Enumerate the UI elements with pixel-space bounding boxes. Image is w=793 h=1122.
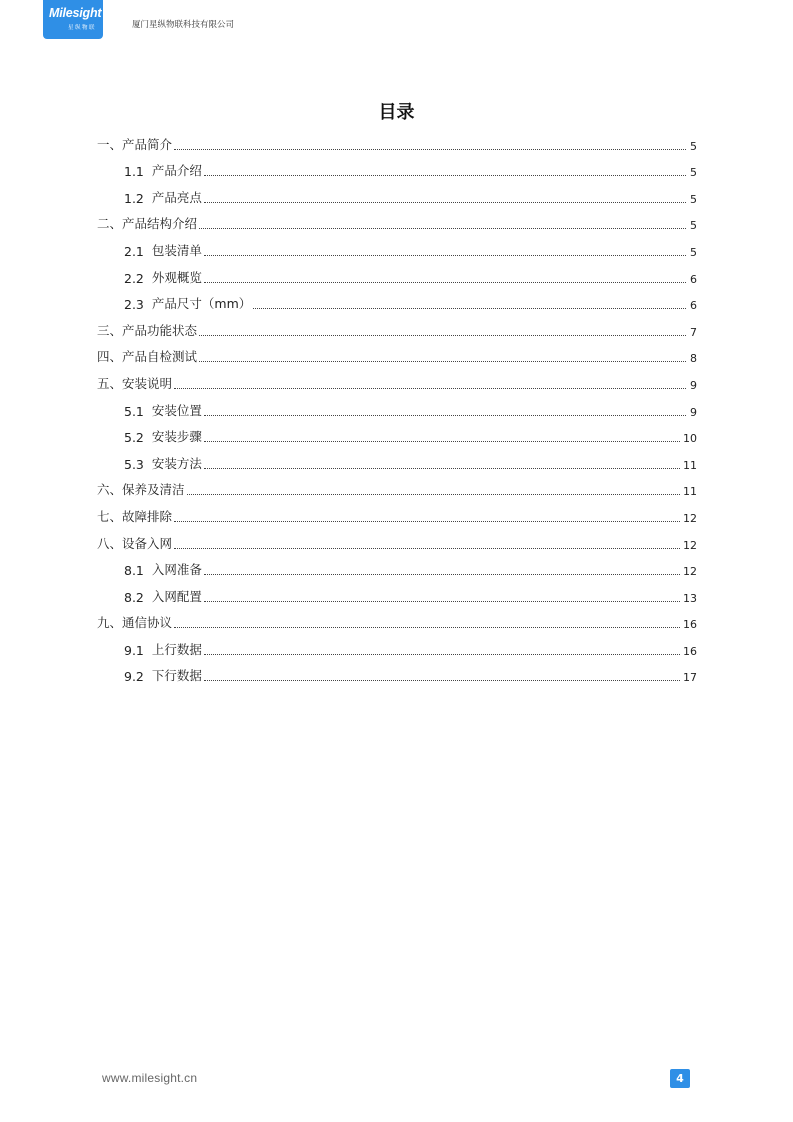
toc-subentry[interactable] xyxy=(97,153,697,180)
logo-text: Milesight xyxy=(49,6,102,20)
toc-entry-page: 5 xyxy=(690,139,697,153)
toc-dot-leader xyxy=(199,335,686,336)
toc-entry-number: 1.2 xyxy=(124,190,144,206)
toc-entry-page: 11 xyxy=(683,485,697,499)
toc-entry-label: 保养及清洁 xyxy=(122,482,185,498)
toc-dot-leader xyxy=(174,149,686,150)
toc-entry-number: 2.3 xyxy=(124,297,144,313)
toc-dot-leader xyxy=(174,521,680,522)
toc-entry-number: 二、 xyxy=(97,216,123,232)
toc-dot-leader xyxy=(204,574,680,575)
toc-entry-label: 通信协议 xyxy=(122,615,173,631)
toc-entry-number: 六、 xyxy=(97,482,123,498)
toc-entry-page: 12 xyxy=(683,565,697,579)
toc-entry-label: 入网准备 xyxy=(151,562,202,578)
toc-entry-label: 产品功能状态 xyxy=(122,322,198,338)
toc-entry-number: 8.2 xyxy=(124,589,144,605)
toc-subentry[interactable] xyxy=(97,419,697,446)
toc-entry-page: 17 xyxy=(683,671,697,685)
toc-entry-label: 下行数据 xyxy=(151,668,202,684)
toc-entry-label: 安装位置 xyxy=(151,402,202,418)
toc-entry-page: 9 xyxy=(690,405,697,419)
toc-entry-page: 5 xyxy=(690,245,697,259)
toc-subentry[interactable] xyxy=(97,259,697,286)
toc-dot-leader xyxy=(204,202,686,203)
toc-entry-label: 产品简介 xyxy=(122,136,173,152)
toc-subentry[interactable] xyxy=(97,445,697,472)
toc-entry-number: 一、 xyxy=(97,136,123,152)
toc-dot-leader xyxy=(204,654,680,655)
toc-subentry[interactable] xyxy=(97,179,697,206)
toc-entry-number: 5.2 xyxy=(124,430,144,446)
toc-entry-page: 8 xyxy=(690,352,697,366)
toc-entry-page: 5 xyxy=(690,219,697,233)
toc-dot-leader xyxy=(204,282,686,283)
toc-entry-page: 11 xyxy=(683,458,697,472)
toc-entry-number: 五、 xyxy=(97,375,123,391)
toc-entry[interactable] xyxy=(97,365,697,392)
toc-entry-number: 2.1 xyxy=(124,243,144,259)
toc-entry[interactable] xyxy=(97,312,697,339)
toc-entry-page: 6 xyxy=(690,272,697,286)
toc-dot-leader xyxy=(199,228,686,229)
toc-dot-leader xyxy=(174,627,680,628)
logo-subtext: 星纵物联 xyxy=(67,25,96,31)
toc-entry-page: 5 xyxy=(690,166,697,180)
toc-entry-page: 7 xyxy=(690,325,697,339)
toc-dot-leader xyxy=(174,388,686,389)
footer-url[interactable]: www.milesight.cn xyxy=(102,1071,198,1085)
toc-entry-label: 安装方法 xyxy=(151,455,202,471)
toc-subentry[interactable] xyxy=(97,232,697,259)
toc-dot-leader xyxy=(204,680,680,681)
toc-entry[interactable] xyxy=(97,126,697,153)
toc-entry[interactable] xyxy=(97,206,697,233)
toc-entry-number: 四、 xyxy=(97,349,123,365)
toc-dot-leader xyxy=(204,255,686,256)
toc-dot-leader xyxy=(187,494,680,495)
toc-entry-page: 10 xyxy=(683,432,697,446)
toc-entry-number: 5.3 xyxy=(124,456,144,472)
toc-entry-number: 5.1 xyxy=(124,403,144,419)
toc-dot-leader xyxy=(199,361,686,362)
toc-entry-number: 2.2 xyxy=(124,270,144,286)
toc-entry-number: 八、 xyxy=(97,535,123,551)
toc-entry-label: 产品自检测试 xyxy=(122,349,198,365)
toc-entry[interactable] xyxy=(97,498,697,525)
toc-dot-leader xyxy=(253,308,686,309)
toc-dot-leader xyxy=(204,441,680,442)
toc-entry[interactable] xyxy=(97,472,697,499)
toc-entry-label: 设备入网 xyxy=(122,535,173,551)
toc-entry[interactable] xyxy=(97,339,697,366)
toc-dot-leader xyxy=(174,548,680,549)
toc-entry-label: 入网配置 xyxy=(151,588,202,604)
toc-subentry[interactable] xyxy=(97,631,697,658)
toc-entry-page: 13 xyxy=(683,591,697,605)
toc-entry-label: 产品介绍 xyxy=(151,163,202,179)
toc-entry-label: 安装说明 xyxy=(122,375,173,391)
toc-entry-label: 产品尺寸（mm） xyxy=(151,296,252,312)
toc-entry-number: 1.1 xyxy=(124,164,144,180)
toc-entry-label: 包装清单 xyxy=(151,242,202,258)
toc-entry-label: 外观概览 xyxy=(151,269,202,285)
toc-entry-label: 产品亮点 xyxy=(151,189,202,205)
toc-entry-label: 产品结构介绍 xyxy=(122,216,198,232)
toc-entry[interactable] xyxy=(97,605,697,632)
toc-title: 目录 xyxy=(378,102,415,123)
toc-entry-label: 上行数据 xyxy=(151,641,202,657)
toc-entry-number: 9.2 xyxy=(124,669,144,685)
toc-entry-page: 16 xyxy=(683,618,697,632)
toc-entry-number: 三、 xyxy=(97,322,123,338)
toc-subentry[interactable] xyxy=(97,392,697,419)
toc-entry-number: 九、 xyxy=(97,615,123,631)
toc-subentry[interactable] xyxy=(97,578,697,605)
toc-entry-page: 16 xyxy=(683,644,697,658)
toc-entry-number: 8.1 xyxy=(124,563,144,579)
toc-dot-leader xyxy=(204,468,680,469)
toc-entry-page: 5 xyxy=(690,192,697,206)
milesight-logo xyxy=(43,0,103,39)
toc-entry-page: 9 xyxy=(690,378,697,392)
page-number-badge: 4 xyxy=(670,1069,690,1088)
toc-subentry[interactable] xyxy=(97,286,697,313)
toc-entry-label: 故障排除 xyxy=(122,508,173,524)
toc-entry-label: 安装步骤 xyxy=(151,429,202,445)
toc-entry-page: 12 xyxy=(683,538,697,552)
toc-entry[interactable] xyxy=(97,525,697,552)
toc-entry-page: 12 xyxy=(683,511,697,525)
toc-subentry[interactable] xyxy=(97,658,697,685)
toc-entry-page: 6 xyxy=(690,299,697,313)
table-of-contents xyxy=(97,126,697,684)
toc-entry-number: 七、 xyxy=(97,508,123,524)
toc-entry-number: 9.1 xyxy=(124,642,144,658)
company-name: 厦门星纵物联科技有限公司 xyxy=(132,20,235,30)
toc-subentry[interactable] xyxy=(97,552,697,579)
toc-dot-leader xyxy=(204,601,680,602)
toc-dot-leader xyxy=(204,415,686,416)
toc-dot-leader xyxy=(204,175,686,176)
